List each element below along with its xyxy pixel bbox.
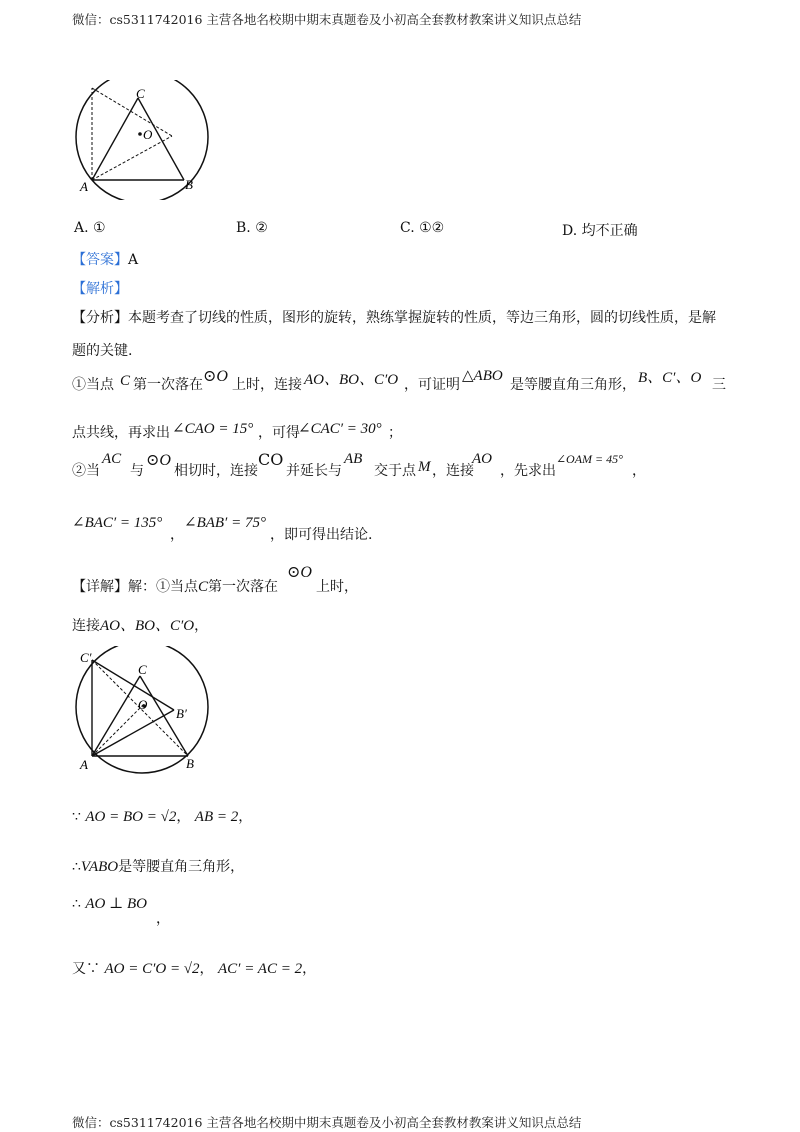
segment-ab1 [92,710,174,756]
step1-text-c: 第一次落在 [133,377,203,393]
proof-comma-1: ， [176,809,191,825]
fenxi-line-2: 题的关键. [72,343,133,359]
answer-value: A [128,252,139,268]
proof-ab: AB = 2 [194,809,239,825]
proof-line-2 [72,856,244,876]
option-d: D. 均不正确 [562,223,638,239]
step1-text-g: ，可证明 [404,377,460,393]
segment-ac-2 [92,676,140,756]
step2-segment-co: CO [258,450,284,469]
step2-segment-ab: AB [344,451,363,467]
step2-text-c: 与 [130,463,144,479]
proof-comma-3: ， [156,911,170,927]
detail-line2-b: AO、BO、C′O [100,618,195,634]
proof-therefore-2: ∴ [72,896,81,912]
step2-text-a: ②当 [72,463,100,479]
option-c: C. ①② [400,220,445,236]
proof-line-4 [72,958,316,978]
fenxi-line-1 [72,307,716,327]
answer-line [72,249,138,269]
detail-line2-a: 连接 [72,618,100,634]
proof-because-1: ∵ [72,809,81,825]
label-b1: B′ [176,706,187,721]
fenxi-tag: 【分析】 [72,310,128,326]
step2-text-l2b: ， [170,527,184,543]
proof-also-because: 又∵ [72,961,100,977]
proof-comma-5: ， [302,961,317,977]
step1-angle-cac1: ∠CAC′ = 30° [298,421,382,437]
detail-line-2 [72,614,208,635]
figure-circle-triangle-1 [68,80,218,200]
step2-segment-ac: AC [102,451,122,467]
step2-text-o: ， [632,463,646,479]
page-footer: 微信：cs5311742016 主营各地名校期中期末真题卷及小初高全套教材教案讲义知识点总结 [72,1115,582,1130]
center-dot [138,132,142,136]
detail-text-c: 第一次落在 [208,579,279,595]
label-a: A [80,179,88,194]
step2-angle-bab1: ∠BAB′ = 75° [184,515,266,531]
proof-ao-bo: AO = BO = √2 [85,809,177,825]
step1-text-l2a: 点共线，再求出 [72,425,170,441]
detail-text-a: 解：①当点 [128,579,198,595]
step1-triangle-abo: △ABO [462,368,503,384]
answer-tag: 【答案】 [72,252,128,268]
label-c: C [136,86,145,101]
proof-line-1 [72,806,252,826]
detail-circle-o: ⊙O [287,564,312,581]
fenxi-text-1: 本题考查了切线的性质，图形的旋转，熟练掌握旋转的性质，等边三角形，圆的切线性质，是解 [128,310,716,326]
figure-circle-triangle-2 [68,646,228,774]
step1-text-a: ①当点 [72,377,114,393]
detail-tag: 【详解】 [72,579,128,595]
step1-circle-o: ⊙O [203,368,228,385]
detail-text-e: 上时， [316,579,358,595]
detail-point-c: C [198,579,209,595]
label-b: B [185,177,193,192]
step2-angle-oam: ∠OAM = 45° [556,452,623,466]
proof-comma-4: ， [199,961,214,977]
proof-perpendicular: AO ⊥ BO [85,896,147,912]
step1-text-k: 三 [712,377,726,393]
proof-isosceles-right: 是等腰直角三角形， [118,859,245,875]
step1-angle-cao: ∠CAO = 15° [172,421,254,437]
proof-line-3 [72,894,147,913]
step2-segment-ao: AO [472,451,492,467]
step1-text-l2c: ，可得 [258,425,300,441]
label-b-2: B [186,756,194,771]
segment-c1b1 [92,660,174,710]
step1-point-c: C [120,373,131,389]
step2-angle-bac1: ∠BAC′ = 135° [72,515,163,531]
label-c1: C′ [80,650,92,665]
page-header: 微信：cs5311742016 主营各地名校期中期末真题卷及小初高全套教材教案讲义知识点总结 [72,12,582,27]
detail-line2-c: ， [194,618,209,634]
step2-text-l2d: ，即可得出结论. [270,527,373,543]
proof-therefore-1: ∴ [72,859,81,875]
step2-text-g: 并延长与 [286,463,342,479]
proof-comma-2: ， [238,809,253,825]
proof-ao-c1o: AO = C′O = √2 [104,961,200,977]
step2-text-m: ，先求出 [500,463,556,479]
label-a-2: A [80,757,88,772]
step1-text-l2e: ； [388,425,402,441]
proof-triangle-abo: VABO [80,859,119,875]
step1-segments: AO、BO、C′O [304,372,399,388]
step2-circle-o: ⊙O [146,452,171,469]
step2-point-m: M [418,459,431,475]
label-o: O [143,127,153,142]
label-o-2: O [138,697,148,712]
step2-text-e: 相切时，连接 [174,463,258,479]
step1-text-i: 是等腰直角三角形， [510,377,636,393]
analysis-tag: 【解析】 [72,281,128,297]
step2-text-i: 交于点 [374,463,416,479]
dashed-line-2 [92,88,172,136]
option-a: A. ① [74,220,106,236]
step1-collinear-points: B、C′、O [638,370,702,386]
option-b: B. ② [236,220,268,236]
proof-ac1-ac: AC′ = AC = 2 [218,961,303,977]
detail-line-1 [72,576,278,596]
label-c-2: C [138,662,147,677]
step2-text-k: ，连接 [432,463,474,479]
step1-text-e: 上时，连接 [232,377,302,393]
